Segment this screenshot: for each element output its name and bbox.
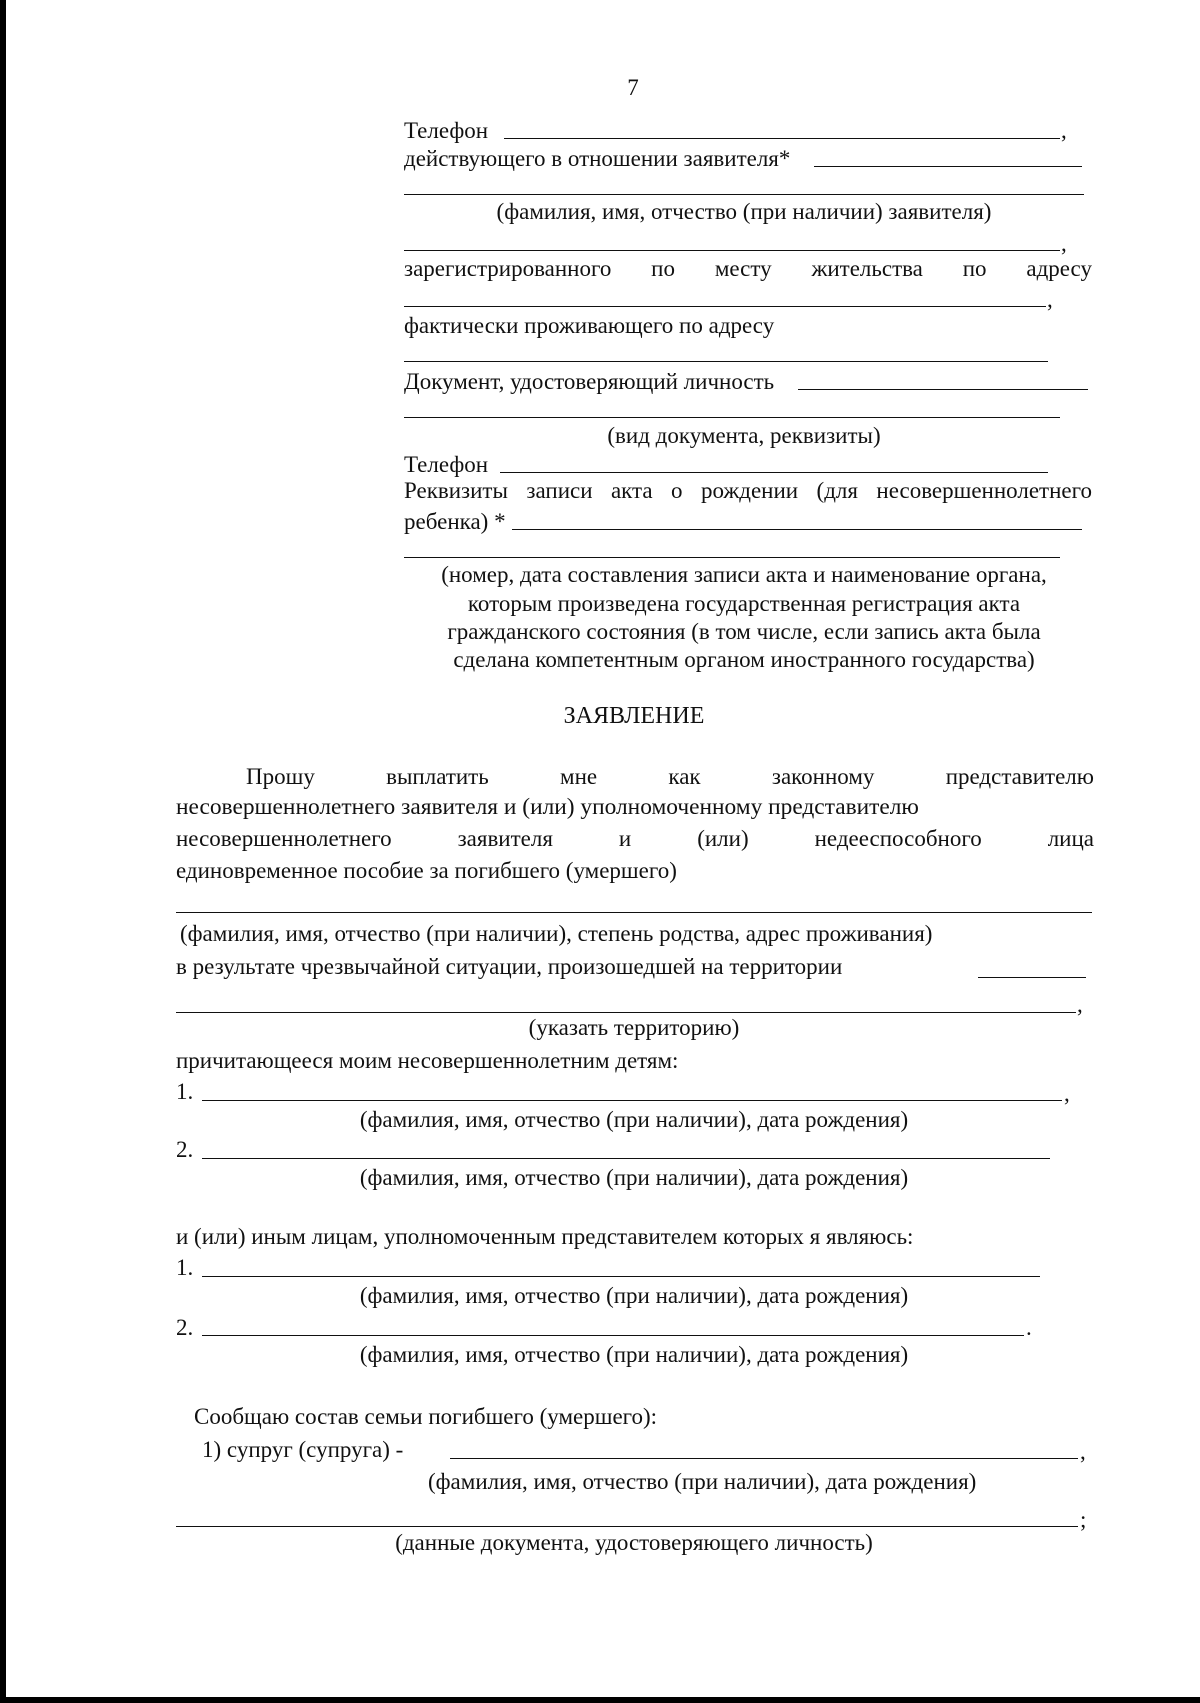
scan-border-bottom xyxy=(0,1697,1200,1703)
punct-period: . xyxy=(1026,1315,1032,1340)
record-caption-3: гражданского состояния (в том числе, если запись акта была xyxy=(447,619,1041,644)
child-2-caption: (фамилия, имя, отчество (при наличии), дата рождения) xyxy=(359,1165,909,1190)
doc-caption: (вид документа, реквизиты) xyxy=(607,423,881,448)
children-intro: причитающееся моим несовершеннолетним детям: xyxy=(176,1048,679,1073)
phone-label-2: Телефон xyxy=(404,452,489,477)
scan-border-left xyxy=(0,0,6,1703)
spouse-document-caption: (данные документа, удостоверяющего личность) xyxy=(395,1530,873,1555)
word: (для xyxy=(816,478,858,503)
other-2-caption: (фамилия, имя, отчество (при наличии), дата рождения) xyxy=(359,1342,909,1367)
punct-comma: , xyxy=(1047,287,1053,312)
id-document-label: Документ, удостоверяющий личность xyxy=(404,369,775,394)
word: о xyxy=(671,478,683,503)
spouse-caption: (фамилия, имя, отчество (при наличии), дата рождения) xyxy=(428,1469,977,1494)
punct-comma: , xyxy=(1061,231,1067,256)
word: выплатить xyxy=(386,764,489,789)
record-caption-1: (номер, дата составления записи акта и наименование органа, xyxy=(441,562,1047,587)
child-1-line[interactable] xyxy=(202,1100,1062,1101)
word: и xyxy=(618,826,632,851)
phone-label: Телефон xyxy=(404,118,489,143)
territory-line[interactable] xyxy=(978,977,1086,978)
family-intro: Сообщаю состав семьи погибшего (умершего): xyxy=(194,1404,658,1429)
others-intro: и (или) иным лицам, уполномоченным представителем которых я являюсь: xyxy=(176,1224,914,1249)
word: мне xyxy=(560,764,598,789)
territory-caption: (указать территорию) xyxy=(528,1015,740,1040)
paragraph-line-1 xyxy=(246,765,1094,788)
word: рождении xyxy=(700,478,799,503)
id-document-line-2[interactable] xyxy=(404,417,1060,418)
spouse-document-line[interactable] xyxy=(176,1526,1078,1527)
word: (или) xyxy=(697,826,749,851)
punct-comma: , xyxy=(1064,1081,1070,1106)
punct-comma: , xyxy=(1061,118,1067,143)
list-number: 1. xyxy=(176,1255,194,1280)
word: представителю xyxy=(945,764,1094,789)
registered-address-label xyxy=(404,257,1092,280)
applicant-name-caption: (фамилия, имя, отчество (при наличии) заявителя) xyxy=(496,199,992,224)
punct-comma: , xyxy=(1077,992,1083,1017)
punct-comma: , xyxy=(1080,1439,1086,1464)
birth-record-line[interactable] xyxy=(512,529,1082,530)
word: месту xyxy=(714,256,772,281)
word: Реквизиты xyxy=(404,478,508,503)
phone-field-line[interactable] xyxy=(504,138,1060,139)
birth-record-line-2[interactable] xyxy=(404,557,1060,558)
word: несовершеннолетнего xyxy=(876,478,1092,503)
word: по xyxy=(962,256,987,281)
word: акта xyxy=(610,478,653,503)
word: несовершеннолетнего xyxy=(176,826,392,851)
phone-field-line-2[interactable] xyxy=(500,472,1048,473)
paragraph-line-3 xyxy=(176,827,1094,850)
child-1-caption: (фамилия, имя, отчество (при наличии), дата рождения) xyxy=(359,1107,909,1132)
actual-address-line[interactable] xyxy=(404,361,1048,362)
deceased-line[interactable] xyxy=(176,912,1092,913)
word: жительства xyxy=(811,256,923,281)
paragraph-line-2: несовершеннолетнего заявителя и (или) уполномоченному представителю xyxy=(176,794,919,820)
actual-address-label: фактически проживающего по адресу xyxy=(404,313,775,338)
spouse-line[interactable] xyxy=(450,1458,1078,1459)
word: заявителя xyxy=(457,826,553,851)
list-number: 2. xyxy=(176,1315,194,1340)
word: зарегистрированного xyxy=(404,256,612,281)
acting-field-line[interactable] xyxy=(814,166,1082,167)
deceased-caption: (фамилия, имя, отчество (при наличии), степень родства, адрес проживания) xyxy=(180,921,933,946)
document-heading: ЗАЯВЛЕНИЕ xyxy=(563,703,705,729)
acting-label: действующего в отношении заявителя* xyxy=(404,146,791,171)
territory-line-2[interactable] xyxy=(176,1012,1076,1013)
list-number: 2. xyxy=(176,1137,194,1162)
applicant-name-line-2[interactable] xyxy=(404,250,1060,251)
spouse-label: 1) супруг (супруга) - xyxy=(202,1437,404,1462)
word: лица xyxy=(1047,826,1094,851)
word: недееспособного xyxy=(814,826,982,851)
birth-record-label xyxy=(404,479,1092,502)
other-1-caption: (фамилия, имя, отчество (при наличии), дата рождения) xyxy=(359,1283,909,1308)
emergency-line-text: в результате чрезвычайной ситуации, произошедшей на территории xyxy=(176,954,843,979)
record-caption-4: сделана компетентным органом иностранного государства) xyxy=(453,647,1035,672)
list-number: 1. xyxy=(176,1079,194,1104)
punct-semicolon: ; xyxy=(1080,1507,1087,1532)
word: как xyxy=(668,764,701,789)
applicant-name-line[interactable] xyxy=(404,194,1084,195)
word: законному xyxy=(771,764,875,789)
page-number: 7 xyxy=(627,75,639,100)
record-caption-2: которым произведена государственная регистрация акта xyxy=(467,591,1021,616)
paragraph-line-4: единовременное пособие за погибшего (умершего) xyxy=(176,858,677,883)
registered-address-line[interactable] xyxy=(404,306,1046,307)
other-2-line[interactable] xyxy=(202,1335,1024,1336)
word: адресу xyxy=(1026,256,1092,281)
id-document-line[interactable] xyxy=(798,389,1088,390)
other-1-line[interactable] xyxy=(202,1276,1040,1277)
word: Прошу xyxy=(246,764,315,789)
word: записи xyxy=(526,478,593,503)
word: по xyxy=(651,256,675,281)
child-2-line[interactable] xyxy=(202,1158,1050,1159)
child-label: ребенка) * xyxy=(404,509,506,534)
